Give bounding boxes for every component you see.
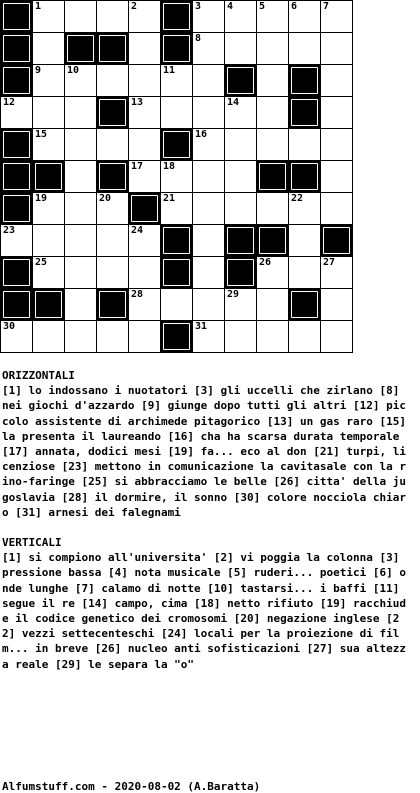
grid-cell[interactable] [224,192,257,225]
grid-cell[interactable] [64,320,97,353]
cell-number: 9 [35,65,42,76]
grid-cell[interactable] [32,64,65,97]
cell-number: 3 [195,1,202,12]
black-cell [160,320,193,353]
cell-number: 7 [323,1,330,12]
grid-cell[interactable] [32,320,65,353]
black-cell [288,160,321,193]
cell-number: 21 [163,193,176,204]
black-cell [96,32,129,65]
cell-number: 2 [131,1,138,12]
grid-cell[interactable] [96,320,129,353]
cell-number: 22 [291,193,304,204]
black-cell [64,32,97,65]
black-cell [288,288,321,321]
cell-number: 25 [35,257,48,268]
grid-cell[interactable] [64,160,97,193]
grid-cell[interactable] [64,128,97,161]
black-cell [160,128,193,161]
cell-number: 27 [323,257,336,268]
grid-cell[interactable] [256,288,289,321]
across-title: ORIZZONTALI [2,369,75,382]
grid-cell[interactable] [32,32,65,65]
cell-number: 19 [35,193,48,204]
grid-cell[interactable] [128,32,161,65]
cell-number: 30 [3,321,16,332]
crossword-grid [0,0,353,353]
cell-number: 31 [195,321,208,332]
grid-cell[interactable] [96,64,129,97]
black-cell [224,224,257,257]
grid-cell[interactable] [224,0,257,33]
grid-cell[interactable] [320,32,353,65]
black-cell [0,32,33,65]
grid-cell[interactable] [96,224,129,257]
across-clues: [1] lo indossano i nuotatori [3] gli uccelli che zirlano [8] nei giochi d'azzardo [9] giunge dopo tutti gli altri [12] piccolo assistente di archimede pitagorico [13] un gas raro [15] la presenta il laureando [16] cha ha scarsa durata temporale [17] annata, dodici mesi [19] fa... eco al don [21] turpi, licenziose [23] mettono in comunicazione la cavitasale con la rino-faringe [25] si abbracciamo le belle [26] citta' della jugoslavia [28] il dormire, il sonno [30] colore nocciola chiaro [31] arnesi dei falegnami [2,384,406,519]
grid-cell[interactable] [320,192,353,225]
grid-cell[interactable] [160,192,193,225]
grid-cell[interactable] [192,64,225,97]
grid-cell[interactable] [0,320,33,353]
grid-cell[interactable] [256,0,289,33]
black-cell [256,224,289,257]
grid-cell[interactable] [64,64,97,97]
black-cell [320,224,353,257]
grid-cell[interactable] [256,128,289,161]
cell-number: 8 [195,33,202,44]
cell-number: 13 [131,97,144,108]
grid-cell[interactable] [192,96,225,129]
cell-number: 23 [3,225,16,236]
cell-number: 1 [35,1,42,12]
black-cell [0,288,33,321]
black-cell [160,224,193,257]
grid-cell[interactable] [160,96,193,129]
black-cell [288,64,321,97]
grid-cell[interactable] [256,64,289,97]
grid-cell[interactable] [64,256,97,289]
grid-cell[interactable] [320,288,353,321]
grid-cell[interactable] [64,0,97,33]
cell-number: 29 [227,289,240,300]
grid-cell[interactable] [64,192,97,225]
black-cell [32,160,65,193]
down-title: VERTICALI [2,536,62,550]
black-cell [96,96,129,129]
grid-cell[interactable] [32,256,65,289]
black-cell [160,32,193,65]
black-cell [96,288,129,321]
grid-cell[interactable] [288,128,321,161]
cell-number: 14 [227,97,240,108]
down-clues: [1] si compiono all'universita' [2] vi poggia la colonna [3] pressione bassa [4] nota musicale [5] ruderi... poetici [6] onde lunghe [7] calamo di notte [10] tastarsi... i baffi [11] segue il re [14] campo, cima [18] netto rifiuto [19] racchiude il codice genetico dei cromosomi [20] negazione inglese [22] vezzi settecenteschi [24] locali per la proiezione di film... in breve [26] nucleo anti sofisticazioni [27] sua altezza reale [29] le separa la "o" [2,551,406,671]
grid-cell[interactable] [320,0,353,33]
footer-credit: Alfumstuff.com - 2020-08-02 (A.Baratta) [2,780,261,793]
grid-cell[interactable] [320,96,353,129]
grid-cell[interactable] [96,128,129,161]
cell-number: 11 [163,65,176,76]
black-cell [96,160,129,193]
clues-section [2,368,406,672]
grid-cell[interactable] [192,192,225,225]
grid-cell[interactable] [256,96,289,129]
grid-cell[interactable] [192,128,225,161]
cell-number: 28 [131,289,144,300]
grid-cell[interactable] [256,256,289,289]
grid-cell[interactable] [0,224,33,257]
grid-cell[interactable] [192,256,225,289]
grid-cell[interactable] [128,96,161,129]
grid-cell[interactable] [192,224,225,257]
grid-cell[interactable] [320,160,353,193]
cell-number: 5 [259,1,266,12]
grid-cell[interactable] [128,320,161,353]
grid-cell[interactable] [128,64,161,97]
grid-cell[interactable] [224,320,257,353]
grid-cell[interactable] [32,0,65,33]
grid-cell[interactable] [128,160,161,193]
grid-cell[interactable] [224,288,257,321]
grid-cell[interactable] [256,192,289,225]
grid-cell[interactable] [288,0,321,33]
grid-cell[interactable] [320,320,353,353]
black-cell [32,288,65,321]
grid-cell[interactable] [192,288,225,321]
grid-cell[interactable] [128,256,161,289]
grid-cell[interactable] [288,320,321,353]
grid-cell[interactable] [128,128,161,161]
cell-number: 12 [3,97,16,108]
grid-cell[interactable] [288,224,321,257]
grid-cell[interactable] [320,256,353,289]
grid-cell[interactable] [288,32,321,65]
grid-cell[interactable] [64,224,97,257]
cell-number: 16 [195,129,208,140]
grid-cell[interactable] [160,160,193,193]
cell-number: 4 [227,1,234,12]
grid-cell[interactable] [96,256,129,289]
black-cell [0,128,33,161]
grid-cell[interactable] [128,224,161,257]
black-cell [0,0,33,33]
grid-cell[interactable] [224,32,257,65]
black-cell [288,96,321,129]
grid-cell[interactable] [128,0,161,33]
black-cell [0,192,33,225]
grid-cell[interactable] [288,192,321,225]
grid-cell[interactable] [160,64,193,97]
grid-cell[interactable] [32,96,65,129]
black-cell [0,256,33,289]
black-cell [224,256,257,289]
grid-cell[interactable] [256,32,289,65]
grid-cell[interactable] [32,192,65,225]
grid-cell[interactable] [224,128,257,161]
grid-cell[interactable] [320,64,353,97]
grid-cell[interactable] [256,320,289,353]
cell-number: 20 [99,193,112,204]
black-cell [256,160,289,193]
cell-number: 24 [131,225,144,236]
grid-cell[interactable] [160,288,193,321]
grid-cell[interactable] [32,224,65,257]
black-cell [224,64,257,97]
black-cell [0,160,33,193]
grid-cell[interactable] [288,256,321,289]
grid-cell[interactable] [32,128,65,161]
black-cell [160,0,193,33]
cell-number: 26 [259,257,272,268]
grid-cell[interactable] [128,288,161,321]
grid-cell[interactable] [0,96,33,129]
grid-cell[interactable] [224,160,257,193]
cell-number: 10 [67,65,80,76]
grid-cell[interactable] [192,160,225,193]
grid-cell[interactable] [96,0,129,33]
black-cell [128,192,161,225]
black-cell [160,256,193,289]
grid-cell[interactable] [96,192,129,225]
cell-number: 15 [35,129,48,140]
cell-number: 17 [131,161,144,172]
grid-cell[interactable] [192,320,225,353]
grid-cell[interactable] [192,32,225,65]
grid-cell[interactable] [320,128,353,161]
grid-cell[interactable] [192,0,225,33]
grid-cell[interactable] [64,288,97,321]
grid-cell[interactable] [64,96,97,129]
grid-cell[interactable] [224,96,257,129]
cell-number: 6 [291,1,298,12]
cell-number: 18 [163,161,176,172]
black-cell [0,64,33,97]
